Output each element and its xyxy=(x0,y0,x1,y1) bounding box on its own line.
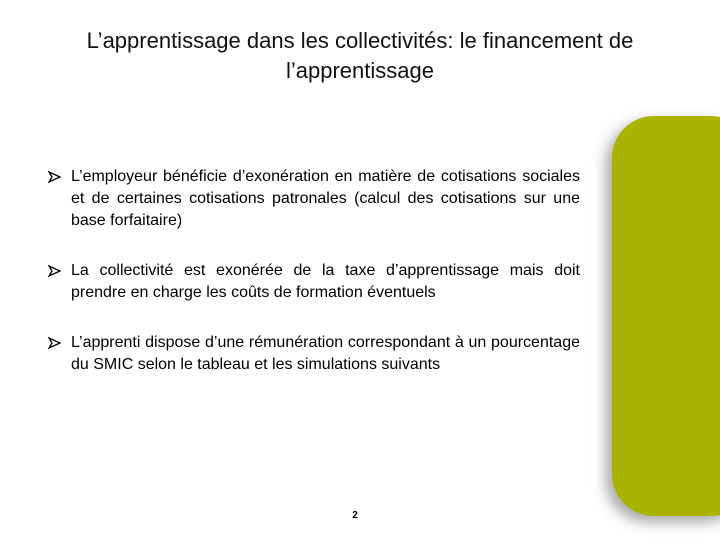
bullet-list xyxy=(48,166,580,404)
arrow-bullet-icon xyxy=(48,337,61,349)
bullet-item xyxy=(48,166,580,232)
bullet-item xyxy=(48,260,580,304)
arrow-bullet-icon xyxy=(48,171,61,183)
bullet-item xyxy=(48,332,580,376)
decorative-green-panel xyxy=(612,116,720,516)
bullet-text: L’employeur bénéficie d’exonération en matière de cotisations sociales et de certaines cotisations patronales (calcul des cotisations sur une base forfaitaire) xyxy=(71,168,580,229)
bullet-text: La collectivité est exonérée de la taxe d’apprentissage mais doit prendre en charge les coûts de formation éventuels xyxy=(71,262,580,301)
slide-title: L’apprentissage dans les collectivités: le financement de l’apprentissage xyxy=(86,28,634,83)
arrow-bullet-icon xyxy=(48,265,61,277)
page-number: 2 xyxy=(352,510,358,521)
bullet-text: L’apprenti dispose d’une rémunération correspondant à un pourcentage du SMIC selon le tableau et les simulations suivants xyxy=(71,334,580,373)
